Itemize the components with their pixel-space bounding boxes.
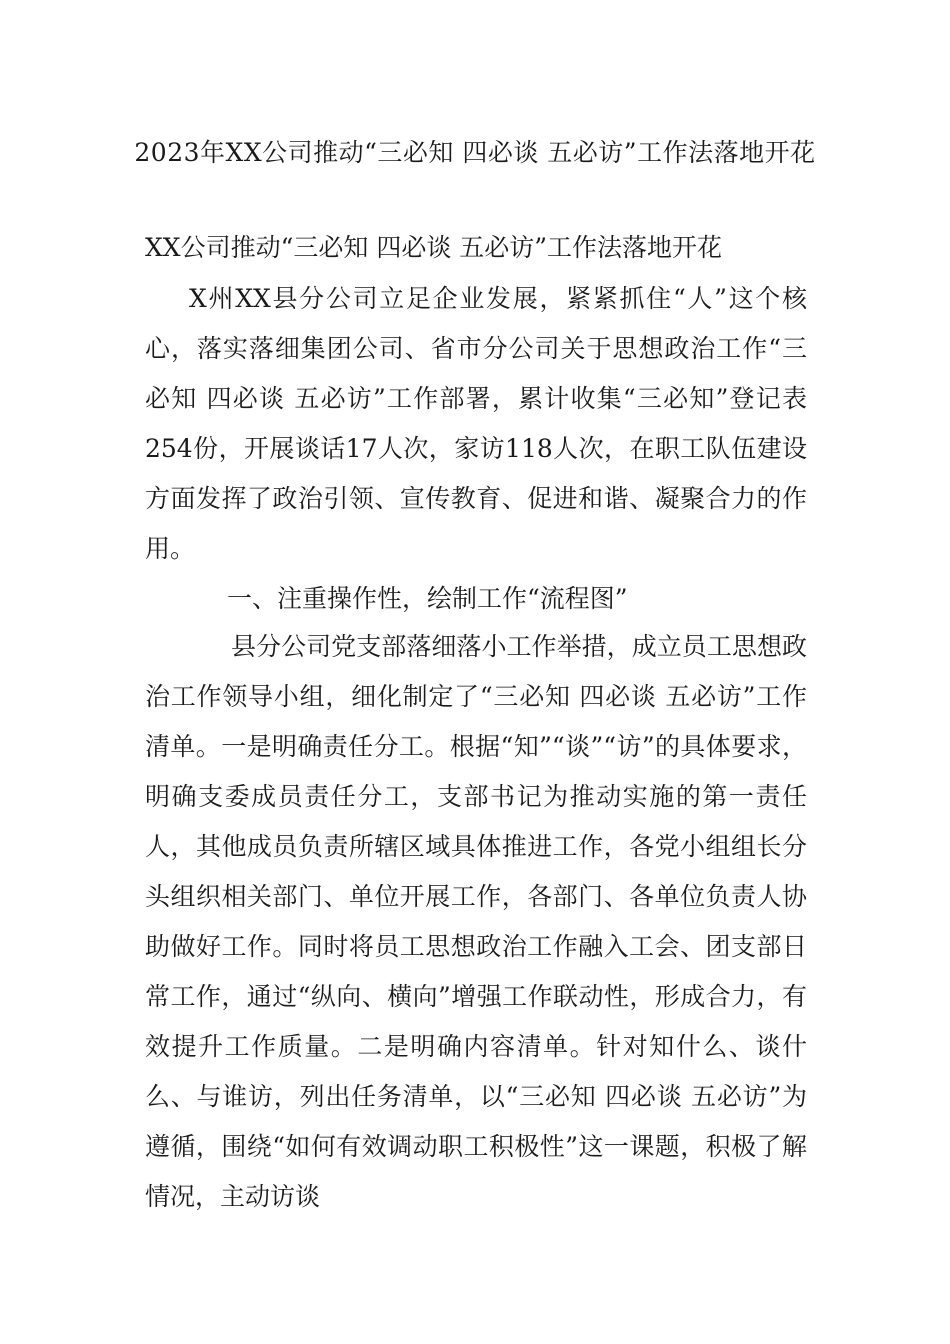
section-heading-1: 一、注重操作性，绘制工作“流程图” [227, 584, 628, 613]
paragraph-intro: X州XX县分公司立足企业发展，紧紧抓住“人”这个核心，落实落细集团公司、省市分公司关于思想政治工作“三必知 四必谈 五必访”工作部署，累计收集“三必知”登记表254份，开展谈话17人次，家访118人次，在职工队伍建设方面发挥了政治引领、宣传教育、促进和谐、凝聚合力的作用。 [145, 284, 807, 563]
paragraph-section-1: 县分公司党支部落细落小工作举措，成立员工思想政治工作领导小组，细化制定了“三必知 四必谈 五必访”工作清单。一是明确责任分工。根据“知”“谈”“访”的具体要求，明确支委成员责任分工，支部书记为推动实施的第一责任人，其他成员负责所辖区域具体推进工作，各党小组组长分头组织相关部门、单位开展工作，各部门、各单位负责人协助做好工作。同时将员工思想政治工作融入工会、团支部日常工作，通过“纵向、横向”增强工作联动性，形成合力，有效提升工作质量。二是明确内容清单。针对知什么、谈什么、与谁访，列出任务清单，以“三必知 四必谈 五必访”为遵循，围绕“如何有效调动职工积极性”这一课题，积极了解情况，主动访谈 [145, 632, 807, 1211]
document-title: 2023年XX公司推动“三必知 四必谈 五必访”工作法落地开花 [134, 138, 816, 167]
document-subtitle: XX公司推动“三必知 四必谈 五必访”工作法落地开花 [145, 233, 723, 262]
